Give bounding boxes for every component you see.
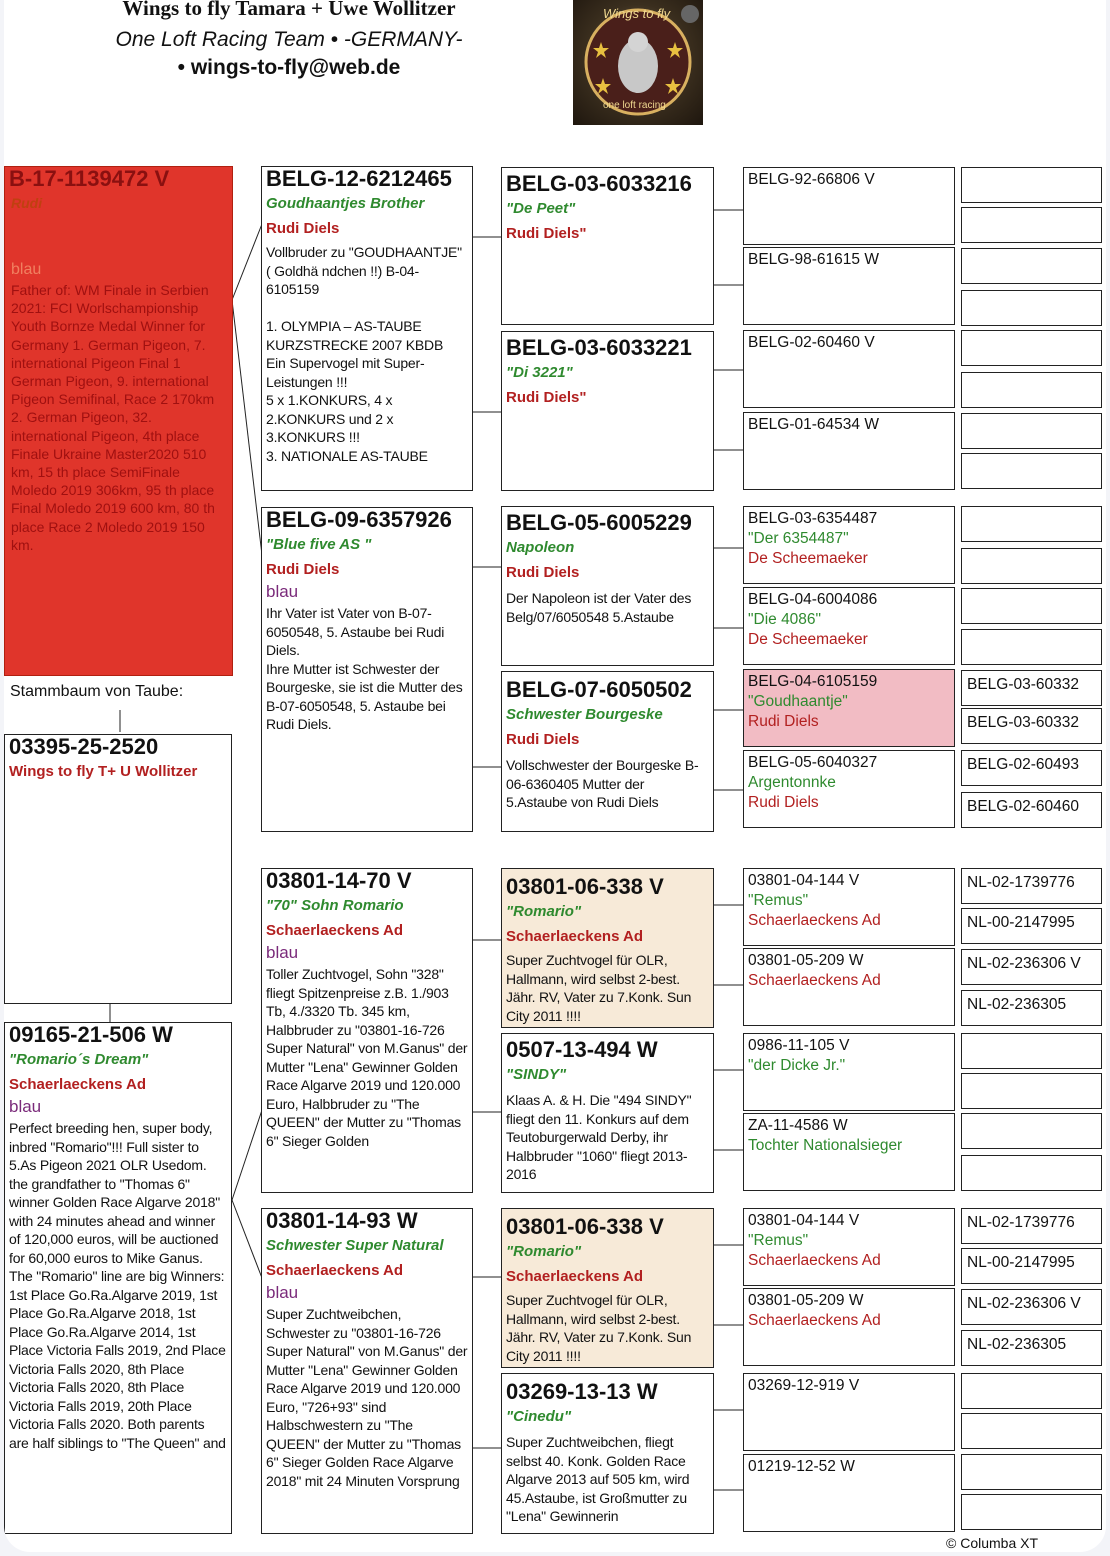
gen4-breeder: De Scheemaeker bbox=[748, 631, 868, 648]
subject-name: Rudi bbox=[11, 195, 43, 211]
subject-ring: B-17-1139472 V bbox=[9, 166, 170, 191]
logo bbox=[573, 0, 703, 125]
gen5-ring bbox=[962, 1114, 1101, 1122]
subject-card[interactable] bbox=[4, 166, 233, 676]
gen4-card[interactable] bbox=[743, 868, 955, 946]
gen5-card[interactable] bbox=[961, 207, 1102, 243]
gen5-card[interactable] bbox=[961, 248, 1102, 284]
mother-description: Perfect breeding hen, super body, inbred "Romario"!!! Full sister to 5.As Pigeon 2021 OLR Usedom. the grandfather to "Thomas 6" winner Golden Race Algarve 2018" with 24 minutes ahead and winner of 120,000 euros, will be auctioned for 60,000 euros to Mike Ganus. The "Romario" line are big Winners: 1st Place Go.Ra.Algarve 2019, 1st Place Go.Ra.Algarve 2018, 1st Place Go.Ra.Algarve 2014, 1st Place Victoria Falls 2019, 2nd Place Victoria Falls 2020, 8th Place Victoria Falls 2020, 8th Place Victoria Falls 2019, 20th Place Victoria Falls 2020. Both parents are half siblings to "The Queen" and bbox=[9, 1120, 226, 1451]
stammbaum-label: Stammbaum von Taube: bbox=[10, 683, 184, 700]
gen5-ring bbox=[962, 414, 1101, 422]
parents-owner: Wings to fly T+ U Wollitzer bbox=[9, 763, 198, 780]
gen4-ring: 03801-05-209 W bbox=[748, 952, 864, 969]
gen3-breeder: Rudi Diels" bbox=[506, 389, 587, 406]
parents-ring: 03395-25-2520 bbox=[9, 734, 159, 759]
gen4-ring: BELG-98-61615 W bbox=[748, 251, 879, 268]
gen4-ring: BELG-03-6354487 bbox=[748, 510, 878, 527]
gen5-ring: BELG-03-60332 bbox=[967, 714, 1080, 731]
gen5-ring bbox=[962, 373, 1101, 381]
gen5-ring: NL-02-236305 bbox=[967, 1336, 1067, 1353]
gen2-name: "70" Sohn Romario bbox=[266, 897, 404, 914]
gen5-ring bbox=[962, 589, 1101, 597]
gen4-ring: BELG-92-66806 V bbox=[748, 171, 875, 188]
gen4-ring: BELG-04-6004086 bbox=[748, 591, 878, 608]
gen4-name: "Die 4086" bbox=[748, 611, 822, 628]
gen4-ring: 01219-12-52 W bbox=[748, 1458, 855, 1475]
gen2-color: blau bbox=[266, 1283, 299, 1302]
gen5-ring bbox=[962, 1156, 1101, 1164]
gen4-breeder: Schaerlaeckens Ad bbox=[748, 972, 881, 989]
gen4-ring: 03801-05-209 W bbox=[748, 1292, 864, 1309]
gen3-ring: 03269-13-13 W bbox=[506, 1379, 658, 1404]
gen4-card[interactable] bbox=[743, 506, 955, 584]
gen2-name: Schwester Super Natural bbox=[266, 1237, 444, 1254]
gen5-card[interactable] bbox=[961, 1033, 1102, 1069]
gen4-card[interactable] bbox=[743, 412, 955, 490]
gen2-card-3[interactable] bbox=[261, 868, 473, 1193]
gen5-ring: NL-02-236305 bbox=[967, 996, 1067, 1013]
gen5-card[interactable] bbox=[961, 1155, 1102, 1191]
gen5-ring: BELG-02-60460 bbox=[967, 798, 1080, 815]
header-email: • wings-to-fly@web.de bbox=[177, 56, 401, 79]
gen4-breeder: Rudi Diels bbox=[748, 794, 819, 811]
gen4-card[interactable] bbox=[743, 1113, 955, 1191]
gen4-name: "Goudhaantje" bbox=[748, 693, 848, 710]
gen5-card[interactable] bbox=[961, 1073, 1102, 1109]
gen4-name: "Remus" bbox=[748, 1232, 809, 1249]
gen4-card[interactable] bbox=[743, 750, 955, 828]
subject-description: Father of: WM Finale in Serbien 2021: FCI Worlschampionship Youth Bornze Medal Winner for Germany 1. German Pigeon, 7. international Pigeon Final 1 German Pigeon, 9. international Pigeon Semifinal, Race 2 170km 2. German Pigeon, 32. international Pigeon, 4th place Finale Ukraine Master2020 510 km, 15 th place SemiFinale Moledo 2019 306km, 95 th place Final Moledo 2019 600 km, 80 th place Race 2 Moledo 2019 150 km. bbox=[11, 282, 215, 553]
gen4-breeder: Schaerlaeckens Ad bbox=[748, 912, 881, 929]
gen3-description: Klaas A. & H. Die "494 SINDY" fliegt den 11. Konkurs auf dem Teutoburgerwald Derby, ihr Halbbruder "1060" fliegt 2013-2016 bbox=[506, 1092, 692, 1182]
gen5-ring bbox=[962, 249, 1101, 257]
gen3-breeder: Rudi Diels bbox=[506, 731, 580, 748]
gen5-ring bbox=[962, 291, 1101, 299]
gen5-ring bbox=[962, 454, 1101, 462]
gen5-card[interactable] bbox=[961, 453, 1102, 489]
gen3-card-5[interactable] bbox=[501, 868, 714, 1028]
gen3-ring: BELG-07-6050502 bbox=[506, 677, 692, 702]
gen5-card[interactable] bbox=[961, 1373, 1102, 1409]
gen4-card[interactable] bbox=[743, 1033, 955, 1111]
gen2-card-1[interactable] bbox=[261, 166, 473, 491]
gen2-description: Ihr Vater ist Vater von B-07-6050548, 5. Astaube bei Rudi Diels. Ihre Mutter ist Schwester der Bourgeske, sie ist die Mutter des B-07-6050548, 5. Astaube bei Rudi Diels. bbox=[266, 605, 463, 732]
gen5-ring bbox=[962, 208, 1101, 216]
gen2-color: blau bbox=[266, 582, 299, 601]
gen4-card[interactable] bbox=[743, 948, 955, 1026]
footer-copyright: © Columba XT bbox=[946, 1535, 1039, 1551]
gen3-ring: BELG-05-6005229 bbox=[506, 510, 692, 535]
gen2-breeder: Schaerlaeckens Ad bbox=[266, 1262, 404, 1279]
gen5-ring: NL-02-1739776 bbox=[967, 874, 1075, 891]
gen5-ring: NL-00-2147995 bbox=[967, 914, 1075, 931]
gen2-color: blau bbox=[266, 943, 299, 962]
gen5-ring: BELG-02-60493 bbox=[967, 756, 1080, 773]
gen3-card-2[interactable] bbox=[501, 331, 714, 491]
gen5-card[interactable] bbox=[961, 330, 1102, 366]
gen5-card[interactable] bbox=[961, 908, 1102, 944]
gen3-breeder: Rudi Diels" bbox=[506, 225, 587, 242]
gen5-ring: NL-02-236306 V bbox=[967, 955, 1081, 972]
gen4-ring: 0986-11-105 V bbox=[748, 1037, 850, 1054]
gen4-name: Tochter Nationalsieger bbox=[748, 1137, 903, 1154]
gen3-name: "Romario" bbox=[506, 1243, 582, 1260]
gen5-card[interactable] bbox=[961, 506, 1102, 542]
gen4-name: "der Dicke Jr." bbox=[748, 1057, 846, 1074]
gen5-ring bbox=[962, 168, 1101, 176]
gen3-description: Super Zuchtweibchen, fliegt selbst 40. Konk. Golden Race Algarve 2013 auf 505 km, wird 45.Astaube, ist Großmutter zu "Lena" Gewinnerin bbox=[506, 1434, 690, 1524]
gen5-card[interactable] bbox=[961, 629, 1102, 665]
gen3-name: "Romario" bbox=[506, 903, 582, 920]
gen3-ring: BELG-03-6033216 bbox=[506, 171, 692, 196]
gen3-card-1[interactable] bbox=[501, 167, 714, 325]
gen5-card[interactable] bbox=[961, 1454, 1102, 1490]
header-subtitle: One Loft Racing Team • -GERMANY- bbox=[115, 28, 463, 51]
gen3-ring: 03801-06-338 V bbox=[506, 874, 664, 899]
gen3-ring: BELG-03-6033221 bbox=[506, 335, 692, 360]
mother-name: "Romario´s Dream" bbox=[9, 1051, 149, 1068]
gen3-description: Der Napoleon ist der Vater des Belg/07/6050548 5.Astaube bbox=[506, 590, 692, 625]
gen3-card-6[interactable] bbox=[501, 1033, 714, 1193]
gen2-description: Toller Zuchtvogel, Sohn "328" fliegt Spitzenpreise z.B. 1./903 Tb, 4./3320 Tb. 345 km, Halbbruder zu "03801-16-726 Super Natural" von M.Ganus" der Mutter "Lena" Gewinner Golden Race Algarve 2019 und 120.000 Euro, Halbbruder zu "The QUEEN" der Mutter zu "Thomas 6" Sieger Golden bbox=[266, 966, 468, 1149]
gen4-card[interactable] bbox=[743, 1288, 955, 1366]
gen4-name: "Remus" bbox=[748, 892, 809, 909]
gen4-breeder: Rudi Diels bbox=[748, 713, 819, 730]
mother-card[interactable] bbox=[4, 1022, 232, 1534]
gen4-ring: BELG-01-64534 W bbox=[748, 416, 879, 433]
gen4-ring: 03801-04-144 V bbox=[748, 1212, 860, 1229]
gen5-ring bbox=[962, 1455, 1101, 1463]
gen4-card[interactable] bbox=[743, 167, 955, 245]
gen4-card[interactable] bbox=[743, 669, 955, 747]
gen2-card-2[interactable] bbox=[261, 507, 473, 832]
gen4-ring: BELG-05-6040327 bbox=[748, 754, 878, 771]
gen5-ring bbox=[962, 1074, 1101, 1082]
gen4-card[interactable] bbox=[743, 330, 955, 408]
parents-header-card bbox=[4, 734, 232, 1004]
pedigree-sheet bbox=[4, 0, 1106, 1552]
gen5-card[interactable] bbox=[961, 1494, 1102, 1530]
gen3-breeder: Schaerlaeckens Ad bbox=[506, 1268, 644, 1285]
gen5-card[interactable] bbox=[961, 670, 1102, 706]
gen5-ring bbox=[962, 507, 1101, 515]
gen2-name: "Blue five AS " bbox=[266, 536, 372, 553]
gen5-card[interactable] bbox=[961, 413, 1102, 449]
mother-ring: 09165-21-506 W bbox=[9, 1022, 173, 1047]
gen3-description: Vollschwester der Bourgeske B-06-6360405 Mutter der 5.Astaube von Rudi Diels bbox=[506, 757, 699, 810]
gen2-breeder: Rudi Diels bbox=[266, 220, 340, 237]
gen3-name: "Cinedu" bbox=[506, 1408, 572, 1425]
gen5-ring: NL-02-236306 V bbox=[967, 1295, 1081, 1312]
gen5-ring bbox=[962, 1374, 1101, 1382]
gen4-ring: 03801-04-144 V bbox=[748, 872, 860, 889]
gen5-card[interactable] bbox=[961, 1113, 1102, 1149]
gen2-description: Super Zuchtweibchen, Schwester zu "03801-16-726 Super Natural" von M.Ganus" der Mutter "Lena" Gewinner Golden Race Algarve 2019 und 120.000 Euro, "726+93" sind Halbschwestern zu "The QUEEN" der Mutter zu "Thomas 6" Sieger Golden Race Algarve 2018" mit 24 Minuten Vorsprung bbox=[266, 1306, 468, 1489]
gen5-ring bbox=[962, 549, 1101, 557]
gen2-breeder: Schaerlaeckens Ad bbox=[266, 922, 404, 939]
gen4-ring: 03269-12-919 V bbox=[748, 1377, 860, 1394]
gen5-card[interactable] bbox=[961, 167, 1102, 203]
gen3-card-3[interactable] bbox=[501, 506, 714, 666]
mother-breeder: Schaerlaeckens Ad bbox=[9, 1076, 147, 1093]
gen3-name: "Di 3221" bbox=[506, 364, 573, 381]
gen2-description: Vollbruder zu "GOUDHAANTJE" ( Goldhä ndchen !!) B-04-6105159 1. OLYMPIA – AS-TAUBE KURZSTRECKE 2007 KBDB Ein Supervogel mit Super-Leistungen !!! 5 x 1.KONKURS, 4 x 2.KONKURS und 2 x 3.KONKURS !!! 3. NATIONALE AS-TAUBE bbox=[266, 244, 462, 464]
gen2-ring: 03801-14-70 V bbox=[266, 868, 412, 893]
gen5-card[interactable] bbox=[961, 750, 1102, 786]
gen3-card-8[interactable] bbox=[501, 1373, 714, 1534]
gen5-card[interactable] bbox=[961, 708, 1102, 744]
gen2-ring: BELG-09-6357926 bbox=[266, 507, 452, 532]
gen2-breeder: Rudi Diels bbox=[266, 561, 340, 578]
gen5-ring bbox=[962, 630, 1101, 638]
gen2-card-4[interactable] bbox=[261, 1208, 473, 1534]
gen4-card[interactable] bbox=[743, 587, 955, 665]
gen5-card[interactable] bbox=[961, 868, 1102, 904]
gen5-ring: NL-00-2147995 bbox=[967, 1254, 1075, 1271]
gen5-card[interactable] bbox=[961, 949, 1102, 985]
gen5-card[interactable] bbox=[961, 792, 1102, 828]
gen4-ring: BELG-04-6105159 bbox=[748, 673, 878, 690]
gen4-name: Argentonnke bbox=[748, 774, 836, 791]
logo-subtext: one loft racing bbox=[603, 100, 666, 111]
gen5-card[interactable] bbox=[961, 1413, 1102, 1449]
gen5-ring bbox=[962, 331, 1101, 339]
gen5-card[interactable] bbox=[961, 1289, 1102, 1325]
logo-text: Wings to fly bbox=[603, 6, 671, 21]
gen4-breeder: Schaerlaeckens Ad bbox=[748, 1252, 881, 1269]
gen3-name: "SINDY" bbox=[506, 1066, 567, 1083]
gen4-breeder: Schaerlaeckens Ad bbox=[748, 1312, 881, 1329]
gen4-card[interactable] bbox=[743, 1373, 955, 1451]
gen5-card[interactable] bbox=[961, 548, 1102, 584]
gen5-ring bbox=[962, 1034, 1101, 1042]
gen3-card-7[interactable] bbox=[501, 1208, 714, 1368]
gen5-card[interactable] bbox=[961, 588, 1102, 624]
gen5-card[interactable] bbox=[961, 1208, 1102, 1244]
gen5-ring bbox=[962, 1495, 1101, 1503]
gen5-ring: NL-02-1739776 bbox=[967, 1214, 1075, 1231]
gen4-card[interactable] bbox=[743, 1208, 955, 1286]
header-title: Wings to fly Tamara + Uwe Wollitzer bbox=[122, 0, 456, 20]
gen3-name: Schwester Bourgeske bbox=[506, 706, 663, 723]
gen5-card[interactable] bbox=[961, 1330, 1102, 1366]
gen5-card[interactable] bbox=[961, 372, 1102, 408]
gen3-card-4[interactable] bbox=[501, 671, 714, 832]
gen5-card[interactable] bbox=[961, 1248, 1102, 1284]
gen4-name: "Der 6354487" bbox=[748, 530, 849, 547]
gen2-ring: BELG-12-6212465 bbox=[266, 166, 452, 191]
gen5-card[interactable] bbox=[961, 290, 1102, 326]
gen4-ring: BELG-02-60460 V bbox=[748, 334, 875, 351]
gen2-name: Goudhaantjes Brother bbox=[266, 195, 425, 212]
subject-color: blau bbox=[11, 261, 42, 278]
gen4-breeder: De Scheemaeker bbox=[748, 550, 868, 567]
mother-color: blau bbox=[9, 1097, 42, 1116]
gen5-ring bbox=[962, 1414, 1101, 1422]
gen3-description: Super Zuchtvogel für OLR, Hallmann, wird selbst 2-best. Jähr. RV, Vater zu 7.Konk. Sun City 2011 !!!! bbox=[506, 952, 692, 1024]
gen3-breeder: Rudi Diels bbox=[506, 564, 580, 581]
gen3-breeder: Schaerlaeckens Ad bbox=[506, 928, 644, 945]
gen2-ring: 03801-14-93 W bbox=[266, 1208, 418, 1233]
gen4-card[interactable] bbox=[743, 1454, 955, 1532]
gen3-name: Napoleon bbox=[506, 539, 575, 556]
gen3-ring: 03801-06-338 V bbox=[506, 1214, 664, 1239]
gen3-ring: 0507-13-494 W bbox=[506, 1037, 658, 1062]
gen5-ring: BELG-03-60332 bbox=[967, 676, 1080, 693]
gen4-ring: ZA-11-4586 W bbox=[748, 1117, 848, 1134]
gen3-description: Super Zuchtvogel für OLR, Hallmann, wird selbst 2-best. Jähr. RV, Vater zu 7.Konk. Sun City 2011 !!!! bbox=[506, 1292, 692, 1364]
gen3-name: "De Peet" bbox=[506, 200, 576, 217]
gen4-card[interactable] bbox=[743, 247, 955, 325]
gen5-card[interactable] bbox=[961, 990, 1102, 1026]
